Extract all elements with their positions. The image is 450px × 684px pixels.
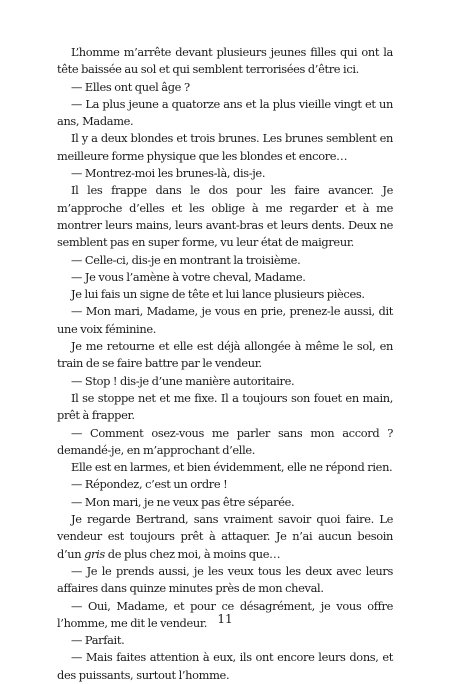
text-run: de plus chez moi, à moins que… xyxy=(104,546,281,561)
paragraph-with-italic xyxy=(57,511,393,563)
paragraph: — Elles ont quel âge ? xyxy=(71,79,190,94)
paragraph: — Répondez, c’est un ordre ! xyxy=(71,477,228,492)
paragraph: Il se stoppe net et me fixe. Il a toujours son fouet en main, prêt à frapper. xyxy=(57,390,393,423)
paragraph: L’homme m’arrête devant plusieurs jeunes filles qui ont la tête baissée au sol et qui semblent terrorisées d’être ici. xyxy=(57,45,393,77)
paragraph: Je lui fais un signe de tête et lui lance plusieurs pièces. xyxy=(71,287,365,302)
paragraph: Il les frappe dans le dos pour les faire avancer. Je m’approche d’elles et les oblige à me regarder et à me montrer leurs mains, leurs avant-bras et leurs dents. Deux ne semblent pas en super forme, vu leur état de maigreur. xyxy=(57,183,393,250)
paragraph: — Stop ! dis-je d’une manière autoritaire. xyxy=(71,373,295,388)
paragraph: — Mon mari, Madame, je vous en prie, prenez-le aussi, dit une voix féminine. xyxy=(57,304,393,336)
text-run: Je regarde Bertrand, sans vraiment savoir quoi faire. Le vendeur est toujours prêt à attaquer. Je n’ai aucun besoin d’un xyxy=(57,512,393,561)
paragraph: — Mais faites attention à eux, ils ont encore leurs dons, et des puissants, surtout l’homme. xyxy=(57,650,393,682)
page-number: 11 xyxy=(217,612,233,626)
paragraph: — Comment osez-vous me parler sans mon accord ? demandé-je, en m’approchant d’elle. xyxy=(57,425,393,457)
italic-word: gris xyxy=(84,546,105,561)
paragraph: — Je vous l’amène à votre cheval, Madame. xyxy=(71,269,306,284)
paragraph: — Celle-ci, dis-je en montrant la troisième. xyxy=(71,252,301,267)
paragraph: Il y a deux blondes et trois brunes. Les brunes semblent en meilleure forme physique que les blondes et encore… xyxy=(57,131,393,163)
paragraph: Elle est en larmes, et bien évidemment, elle ne répond rien. xyxy=(71,460,393,475)
paragraph: — Je le prends aussi, je les veux tous les deux avec leurs affaires dans quinze minutes près de mon cheval. xyxy=(57,563,393,596)
paragraph: — Parfait. xyxy=(71,633,125,648)
paragraph: — La plus jeune a quatorze ans et la plus vieille vingt et un ans, Madame. xyxy=(57,96,393,129)
paragraph: Je me retourne et elle est déjà allongée à même le sol, en train de se faire battre par le vendeur. xyxy=(57,339,393,371)
paragraph: — Montrez-moi les brunes-là, dis-je. xyxy=(71,166,266,181)
page-body xyxy=(57,44,393,684)
paragraph: — Oui, Madame, et pour ce désagrément, je vous offre l’homme, me dit le vendeur. xyxy=(57,598,393,630)
paragraph: — Mon mari, je ne veux pas être séparée. xyxy=(71,494,295,509)
